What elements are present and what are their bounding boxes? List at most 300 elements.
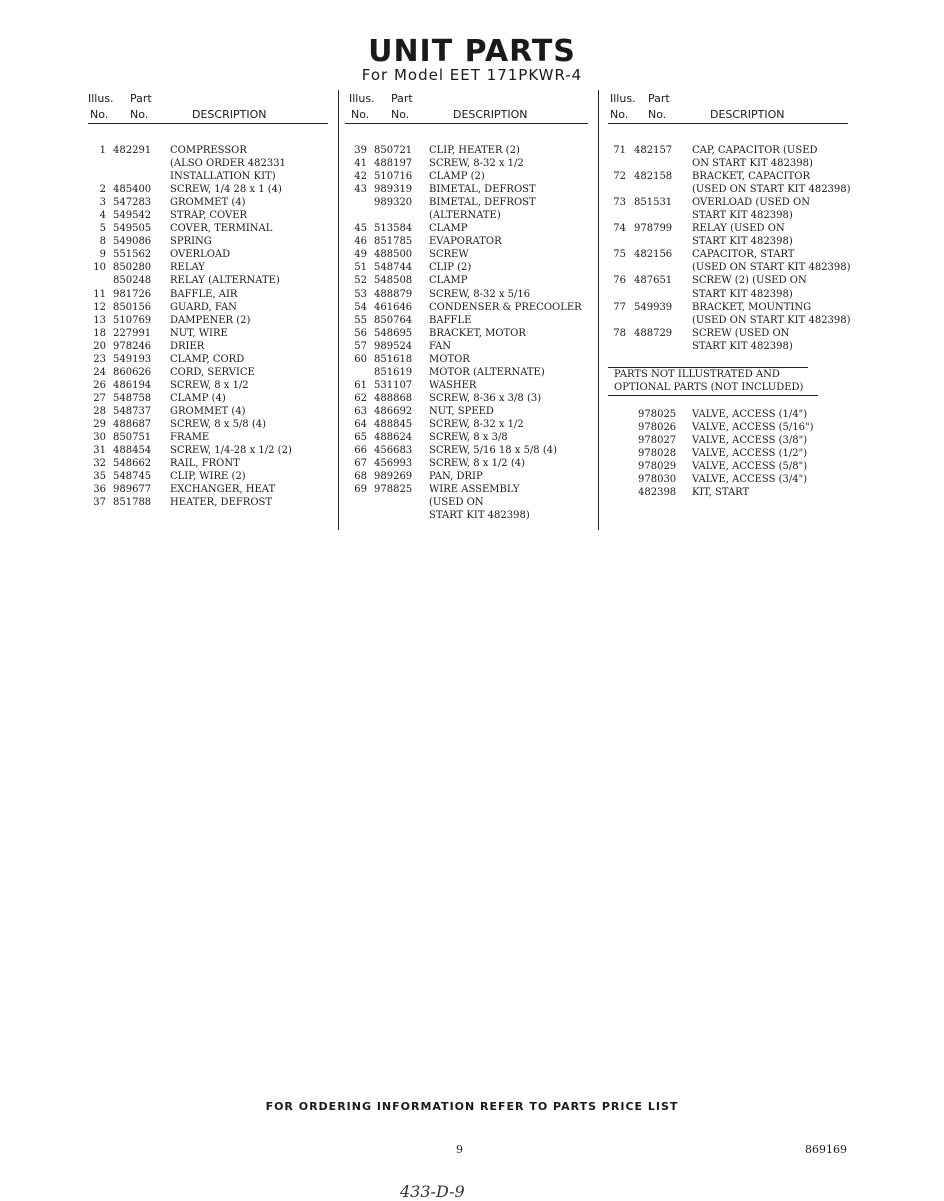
illus-number: 10 [93, 262, 106, 274]
parts-column-3 [608, 90, 851, 499]
part-description: INSTALLATION KIT) [170, 171, 276, 183]
part-description: PAN, DRIP [429, 471, 483, 483]
illus-number: 57 [354, 340, 367, 352]
part-row [345, 235, 588, 248]
part-row [88, 353, 328, 366]
part-number: 989269 [374, 471, 413, 483]
part-description: (USED ON START KIT 482398) [692, 262, 851, 274]
part-description: VALVE, ACCESS (5/8") [692, 460, 808, 472]
part-row [608, 327, 848, 340]
part-row [88, 144, 328, 157]
part-number: 548758 [113, 392, 152, 404]
part-row [608, 235, 848, 248]
illus-label: Illus. [349, 92, 375, 105]
part-number: 488687 [113, 418, 152, 430]
part-row [345, 483, 588, 496]
part-row [88, 418, 328, 431]
illus-number: 63 [354, 405, 367, 417]
illus-number: 3 [99, 197, 106, 209]
illus-number: 24 [93, 366, 106, 378]
part-number: 461646 [374, 301, 413, 313]
part-description: START KIT 482398) [692, 340, 793, 352]
part-row [88, 496, 328, 509]
section-rule [608, 395, 818, 396]
part-row [345, 405, 588, 418]
part-row [345, 301, 588, 314]
illus-number: 65 [354, 432, 367, 444]
illus-number: 42 [354, 171, 367, 183]
part-row [345, 288, 588, 301]
part-row [88, 301, 328, 314]
illus-number: 32 [93, 458, 106, 470]
illus-number: 28 [93, 405, 106, 417]
illus-number: 60 [354, 353, 367, 365]
part-row [608, 157, 848, 170]
part-number: 456683 [374, 445, 413, 457]
part-number: 531107 [374, 379, 413, 391]
part-description: KIT, START [692, 487, 750, 499]
part-row [88, 392, 328, 405]
part-description: CLAMP, CORD [170, 353, 245, 365]
part-description: STRAP, COVER [170, 210, 248, 222]
part-number: 488879 [374, 288, 413, 300]
part-description: FRAME [170, 432, 210, 444]
part-description: VALVE, ACCESS (5/16") [692, 421, 814, 433]
part-row [608, 170, 848, 183]
part-number: 850248 [113, 275, 152, 287]
part-description: (USED ON START KIT 482398) [692, 184, 851, 196]
part-row [345, 261, 588, 274]
part-description: SCREW (USED ON [692, 327, 790, 339]
part-number: 851785 [374, 236, 413, 248]
part-row [345, 183, 588, 196]
part-description: EVAPORATOR [429, 236, 502, 248]
part-description: CAPACITOR, START [692, 249, 795, 261]
part-description: SCREW, 8 x 1/2 [170, 379, 249, 391]
illus-label: Illus. [88, 92, 114, 105]
description-label: DESCRIPTION [710, 108, 785, 121]
part-description: SCREW, 1/4-28 x 1/2 (2) [170, 445, 292, 457]
part-number: 978246 [113, 340, 152, 352]
part-number: 989524 [374, 340, 413, 352]
part-row [88, 288, 328, 301]
illus-number: 2 [99, 184, 106, 196]
part-description: ON START KIT 482398) [692, 158, 813, 170]
part-description: BAFFLE, AIR [170, 288, 238, 300]
part-number: 851618 [374, 353, 413, 365]
part-row [88, 366, 328, 379]
illus-number: 76 [613, 275, 626, 287]
part-description: OVERLOAD [170, 249, 231, 261]
part-row [345, 353, 588, 366]
illus-number: 61 [354, 379, 367, 391]
part-description: SCREW, 5/16 18 x 5/8 (4) [429, 445, 558, 457]
part-row [608, 288, 848, 301]
model-subtitle: For Model EET 171PKWR-4 [361, 66, 583, 84]
illus-number: 51 [354, 262, 367, 274]
part-description: CLAMP (4) [170, 392, 226, 404]
optional-part-row [608, 473, 848, 486]
part-description: SCREW, 8-32 x 1/2 [429, 418, 524, 430]
part-description: SCREW, 8-36 x 3/8 (3) [429, 392, 542, 404]
part-number: 978028 [638, 447, 677, 459]
part-row [608, 274, 848, 287]
illus-number: 41 [354, 158, 367, 170]
part-description: CLAMP [429, 223, 468, 235]
part-description: SCREW (2) (USED ON [692, 275, 807, 287]
part-row [345, 457, 588, 470]
illus-number: 9 [99, 249, 106, 261]
part-description: BAFFLE [429, 314, 472, 326]
part-description: RELAY (ALTERNATE) [170, 275, 280, 287]
optional-parts-list [608, 408, 848, 499]
part-description: GROMMET (4) [170, 197, 246, 209]
part-row [345, 170, 588, 183]
part-number: 981726 [113, 288, 152, 300]
part-row [88, 209, 328, 222]
illus-number: 54 [354, 301, 367, 313]
illus-number: 66 [354, 445, 367, 457]
part-row [345, 366, 588, 379]
part-description: (ALSO ORDER 482331 [170, 158, 286, 170]
part-row [345, 209, 588, 222]
part-row [608, 196, 848, 209]
header-rule [345, 123, 588, 124]
illus-number: 13 [93, 314, 106, 326]
column-header [88, 90, 328, 124]
illus-number: 11 [93, 288, 106, 300]
part-description: BIMETAL, DEFROST [429, 184, 536, 196]
header-rule [608, 123, 848, 124]
part-row [345, 196, 588, 209]
part-description: BIMETAL, DEFROST [429, 197, 536, 209]
part-number: 227991 [113, 327, 152, 339]
illus-number: 30 [93, 432, 106, 444]
part-number: 488500 [374, 249, 413, 261]
part-row [345, 274, 588, 287]
part-row [88, 196, 328, 209]
part-row [608, 261, 851, 274]
illus-number: 71 [613, 145, 626, 156]
optional-part-row [608, 460, 848, 473]
part-description: CLIP (2) [429, 262, 472, 274]
illus-number: 35 [93, 471, 106, 483]
part-number: 549193 [113, 353, 152, 365]
handwritten-note: 433-D-9 [400, 1182, 465, 1201]
part-row [88, 431, 328, 444]
part-row [88, 314, 328, 327]
illus-number: 56 [354, 327, 367, 339]
part-description: START KIT 482398) [429, 510, 530, 522]
part-number: 989677 [113, 484, 152, 496]
part-description: COMPRESSOR [170, 145, 247, 156]
part-row [88, 222, 328, 235]
illus-number: 1 [99, 145, 106, 156]
part-number: 482291 [113, 145, 152, 156]
illus-number: 62 [354, 392, 367, 404]
part-number: 549086 [113, 236, 152, 248]
part-number: 551562 [113, 249, 152, 261]
ordering-footer: FOR ORDERING INFORMATION REFER TO PARTS PRICE LIST [265, 1100, 679, 1113]
part-number: 850751 [113, 432, 152, 444]
part-description: COVER, TERMINAL [170, 223, 273, 235]
part-number: 978799 [634, 223, 673, 235]
part-description: CAP, CAPACITOR (USED [692, 145, 818, 156]
document-number: 869169 [805, 1143, 847, 1156]
part-description: RAIL, FRONT [170, 458, 240, 470]
part-number: 488197 [374, 158, 413, 170]
part-row [88, 157, 328, 170]
part-description: MOTOR [429, 353, 470, 365]
part-row [345, 144, 588, 157]
part-description: SCREW, 1/4 28 x 1 (4) [170, 184, 282, 196]
illus-no-label: No. [90, 108, 109, 121]
part-number: 548744 [374, 262, 413, 274]
part-description: CLIP, HEATER (2) [429, 145, 520, 156]
part-description: BRACKET, MOUNTING [692, 301, 812, 313]
illus-number: 4 [99, 210, 106, 222]
part-description: BRACKET, CAPACITOR [692, 171, 810, 183]
part-number: 456993 [374, 458, 413, 470]
illus-number: 55 [354, 314, 367, 326]
part-label: Part [130, 92, 152, 105]
part-row [345, 509, 588, 522]
part-description: OVERLOAD (USED ON [692, 197, 810, 209]
part-description: NUT, WIRE [170, 327, 228, 339]
part-number: 482156 [634, 249, 673, 261]
part-number: 851619 [374, 366, 413, 378]
part-number: 487651 [634, 275, 673, 287]
part-number: 488845 [374, 418, 413, 430]
part-description: FAN [429, 340, 452, 352]
part-row [608, 183, 851, 196]
parts-list [88, 144, 328, 509]
part-description: (ALTERNATE) [429, 210, 501, 222]
part-row [88, 457, 328, 470]
illus-label: Illus. [610, 92, 636, 105]
part-description: CLAMP [429, 275, 468, 287]
column-header [345, 90, 588, 124]
part-row [345, 157, 588, 170]
part-number: 989320 [374, 197, 413, 209]
part-description: START KIT 482398) [692, 288, 793, 300]
page-number: 9 [456, 1143, 463, 1156]
optional-parts-section [608, 367, 848, 499]
part-number: 851531 [634, 197, 673, 209]
part-description: (USED ON [429, 497, 484, 509]
part-description: RELAY (USED ON [692, 223, 785, 235]
part-number: 850280 [113, 262, 152, 274]
illus-number: 74 [613, 223, 626, 235]
part-number: 850721 [374, 145, 413, 156]
part-description: START KIT 482398) [692, 210, 793, 222]
part-number: 548737 [113, 405, 152, 417]
part-row [345, 340, 588, 353]
part-number: 548695 [374, 327, 413, 339]
illus-number: 26 [93, 379, 106, 391]
part-number: 486692 [374, 405, 413, 417]
column-divider [338, 90, 339, 530]
parts-column-1 [88, 90, 328, 509]
optional-heading-line-2: OPTIONAL PARTS (NOT INCLUDED) [614, 381, 804, 393]
part-description: BRACKET, MOTOR [429, 327, 526, 339]
illus-number: 20 [93, 340, 106, 352]
part-row [88, 444, 328, 457]
part-number: 482157 [634, 145, 673, 156]
part-row [608, 209, 848, 222]
header-rule [88, 123, 328, 124]
part-number: 485400 [113, 184, 152, 196]
part-no-label: No. [130, 108, 149, 121]
part-number: 860626 [113, 366, 152, 378]
part-description: (USED ON START KIT 482398) [692, 314, 851, 326]
part-row [345, 418, 588, 431]
part-number: 978825 [374, 484, 413, 496]
optional-part-row [608, 447, 848, 460]
illus-number: 37 [93, 497, 106, 509]
part-description: GUARD, FAN [170, 301, 237, 313]
part-description: VALVE, ACCESS (3/8") [692, 434, 808, 446]
part-number: 549542 [113, 210, 152, 222]
part-row [608, 248, 848, 261]
illus-number: 8 [99, 236, 106, 248]
part-number: 978027 [638, 434, 677, 446]
parts-list [345, 144, 588, 522]
illus-number: 49 [354, 249, 367, 261]
part-description: CLIP, WIRE (2) [170, 471, 246, 483]
illus-no-label: No. [351, 108, 370, 121]
part-row [345, 327, 588, 340]
illus-number: 69 [354, 484, 367, 496]
part-number: 482158 [634, 171, 673, 183]
illus-number: 73 [613, 197, 626, 209]
part-number: 510716 [374, 171, 413, 183]
part-description: SCREW, 8 x 3/8 [429, 432, 508, 444]
part-description: CORD, SERVICE [170, 366, 255, 378]
part-description: DRIER [170, 340, 205, 352]
optional-heading-line-1: PARTS NOT ILLUSTRATED AND [614, 368, 780, 380]
part-row [88, 274, 328, 287]
part-number: 851788 [113, 497, 152, 509]
part-row [608, 340, 848, 353]
illus-number: 36 [93, 484, 106, 496]
part-description: SPRING [170, 236, 212, 248]
page-title: UNIT PARTS [368, 34, 576, 69]
part-description: WIRE ASSEMBLY [429, 484, 520, 496]
part-description: EXCHANGER, HEAT [170, 484, 276, 496]
part-row [88, 470, 328, 483]
part-number: 989319 [374, 184, 413, 196]
optional-part-row [608, 486, 848, 499]
parts-column-2 [345, 90, 588, 522]
part-description: GROMMET (4) [170, 405, 246, 417]
part-row [345, 496, 588, 509]
illus-number: 46 [354, 236, 367, 248]
description-label: DESCRIPTION [453, 108, 528, 121]
illus-number: 43 [354, 184, 367, 196]
illus-number: 18 [93, 327, 106, 339]
part-row [608, 301, 848, 314]
part-row [345, 314, 588, 327]
part-row [88, 327, 328, 340]
part-description: CLAMP (2) [429, 171, 485, 183]
part-description: SCREW, 8 x 5/8 (4) [170, 418, 267, 430]
part-number: 548662 [113, 458, 152, 470]
illus-number: 67 [354, 458, 367, 470]
part-row [345, 248, 588, 261]
column-header [608, 90, 848, 124]
part-description: SCREW, 8-32 x 1/2 [429, 158, 524, 170]
part-description: START KIT 482398) [692, 236, 793, 248]
part-description: MOTOR (ALTERNATE) [429, 366, 545, 378]
part-number: 488454 [113, 445, 152, 457]
illus-number: 31 [93, 445, 106, 457]
part-row [345, 222, 588, 235]
optional-part-row [608, 408, 848, 421]
illus-number: 39 [354, 145, 367, 156]
part-no-label: No. [391, 108, 410, 121]
part-number: 549939 [634, 301, 673, 313]
part-description: VALVE, ACCESS (1/4") [692, 408, 808, 420]
part-description: RELAY [170, 262, 205, 274]
part-number: 549505 [113, 223, 152, 235]
illus-number: 45 [354, 223, 367, 235]
part-row [608, 222, 848, 235]
part-row [88, 261, 328, 274]
part-row [88, 235, 328, 248]
part-row [608, 144, 848, 157]
part-row [345, 379, 588, 392]
part-number: 482398 [638, 487, 677, 499]
illus-number: 77 [613, 301, 626, 313]
illus-number: 75 [613, 249, 626, 261]
illus-number: 72 [613, 171, 626, 183]
part-number: 548745 [113, 471, 152, 483]
part-row [88, 483, 328, 496]
illus-number: 64 [354, 418, 367, 430]
part-number: 513584 [374, 223, 413, 235]
part-number: 978026 [638, 421, 677, 433]
part-label: Part [648, 92, 670, 105]
optional-part-row [608, 421, 848, 434]
part-description: CONDENSER & PRECOOLER [429, 301, 582, 313]
part-no-label: No. [648, 108, 667, 121]
illus-number: 52 [354, 275, 367, 287]
part-row [88, 170, 328, 183]
part-row [345, 470, 588, 483]
illus-number: 68 [354, 471, 367, 483]
illus-number: 23 [93, 353, 106, 365]
illus-number: 12 [93, 301, 106, 313]
illus-number: 5 [99, 223, 106, 235]
part-row [608, 314, 851, 327]
description-label: DESCRIPTION [192, 108, 267, 121]
part-number: 978025 [638, 408, 677, 420]
part-description: VALVE, ACCESS (3/4") [692, 473, 808, 485]
part-row [88, 379, 328, 392]
illus-number: 27 [93, 392, 106, 404]
part-row [88, 405, 328, 418]
part-description: NUT, SPEED [429, 405, 494, 417]
part-number: 978029 [638, 460, 677, 472]
part-row [88, 183, 328, 196]
illus-number: 78 [613, 327, 626, 339]
part-description: SCREW, 8 x 1/2 (4) [429, 458, 526, 470]
part-number: 850156 [113, 301, 152, 313]
part-description: VALVE, ACCESS (1/2") [692, 447, 808, 459]
part-number: 547283 [113, 197, 152, 209]
part-number: 486194 [113, 379, 152, 391]
